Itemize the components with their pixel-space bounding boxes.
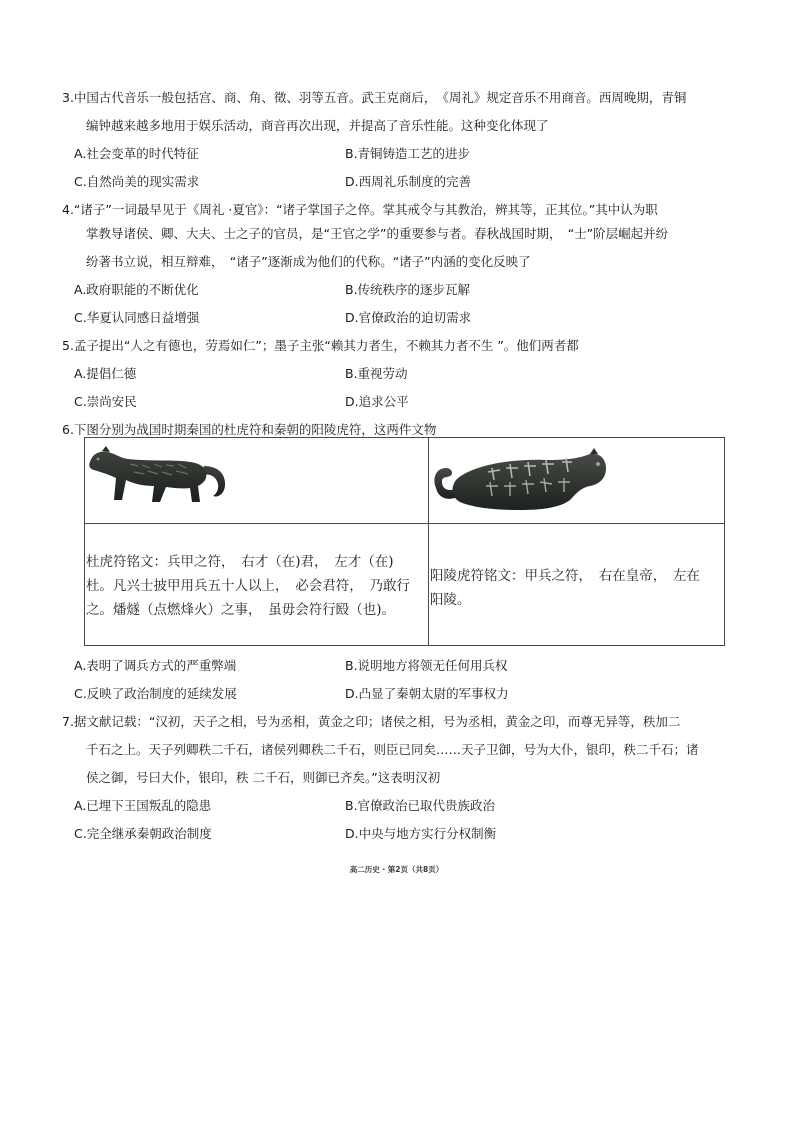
table-divider-vertical	[428, 437, 429, 646]
q7-option-b: B.官僚政治已取代贵族政治	[345, 798, 496, 813]
q3-option-c: C.自然尚美的现实需求	[74, 174, 200, 189]
q5-option-d: D.追求公平	[345, 394, 409, 409]
q6-option-b: B.说明地方将领无任何用兵权	[345, 658, 508, 673]
q7-stem-line2: 千石之上。天子列卿秩二千石，诸侯列卿秩二千石，则臣已同矣……天子卫御，号为大仆，银印，秩二千石；诸	[86, 742, 699, 757]
du-tiger-tally-image	[86, 444, 238, 506]
q4-option-b: B.传统秩序的逐步瓦解	[345, 282, 471, 297]
q4-stem-line3: 纷著书立说，相互辩难， “诸子”逐渐成为他们的代称。“诸子”内涵的变化反映了	[86, 254, 531, 269]
q5-option-b: B.重视劳动	[345, 366, 408, 381]
q7-stem-line1: 7.据文献记载：“汉初，天子之相，号为丞相，黄金之印；诸侯之相，号为丞相，黄金之印，而尊无异等，秩加二	[62, 714, 681, 729]
du-tally-line1: 杜虎符铭文：兵甲之符， 右才（在)君， 左才（在)	[86, 554, 394, 570]
q3-option-a: A.社会变革的时代特征	[74, 146, 199, 161]
q5-option-c: C.崇尚安民	[74, 394, 137, 409]
yangling-tiger-tally-image	[430, 448, 610, 522]
q6-stem-line1: 6.下图分别为战国时期秦国的杜虎符和秦朝的阳陵虎符，这两件文物	[62, 422, 437, 437]
q7-stem-line3: 侯之御，号曰大仆，银印，秩 二千石，则御已齐矣。”这表明汉初	[86, 770, 441, 785]
q4-option-a: A.政府职能的不断优化	[74, 282, 199, 297]
q3-stem-line2: 编钟越来越多地用于娱乐活动，商音再次出现，并提高了音乐性能。这种变化体现了	[86, 118, 549, 133]
du-tally-line3: 之。燔燧（点燃烽火）之事， 虽毋会符行殹（也)。	[86, 602, 396, 618]
q5-option-a: A.提倡仁德	[74, 366, 137, 381]
yangling-tally-inscription	[430, 564, 700, 612]
q5-stem-line1: 5.孟子提出“人之有德也，劳焉如仁”；墨子主张“赖其力者生，不赖其力者不生 ”。他们两者都	[62, 338, 579, 353]
du-tally-line2: 杜。凡兴士披甲用兵五十人以上， 必会君符， 乃敢行	[86, 578, 410, 594]
yangling-tally-line2: 阳陵。	[430, 592, 471, 608]
q4-option-c: C.华夏认同感日益增强	[74, 310, 200, 325]
q7-option-a: A.已埋下王国叛乱的隐患	[74, 798, 212, 813]
q4-stem-line1: 4.“诸子”一词最早见于《周礼 ·夏官》：“诸子掌国子之倅。掌其戒令与其教治，辨其等，正其位。”其中认为职	[62, 202, 658, 217]
q4-option-d: D.官僚政治的迫切需求	[345, 310, 472, 325]
q3-stem-line1: 3.中国古代音乐一般包括宫、商、角、徵、羽等五音。武王克商后， 《周礼》规定音乐不用商音。西周晚期，青铜	[62, 90, 687, 105]
yangling-tally-line1: 阳陵虎符铭文：甲兵之符， 右在皇帝， 左在	[430, 568, 700, 584]
q3-option-b: B.青铜铸造工艺的进步	[345, 146, 471, 161]
q7-option-c: C.完全继承秦朝政治制度	[74, 826, 212, 841]
table-divider-horizontal	[84, 523, 725, 524]
q6-option-c: C.反映了政治制度的延续发展	[74, 686, 237, 701]
q3-option-d: D.西周礼乐制度的完善	[345, 174, 472, 189]
q4-stem-line2: 掌教导诸侯、卿、大夫、士之子的官员，是“王官之学”的重要参与者。春秋战国时期， “士”阶层崛起并纷	[86, 226, 669, 241]
du-tally-inscription	[86, 550, 410, 622]
q7-option-d: D.中央与地方实行分权制衡	[345, 826, 497, 841]
q6-option-a: A.表明了调兵方式的严重弊端	[74, 658, 237, 673]
q6-option-d: D.凸显了秦朝太尉的军事权力	[345, 686, 509, 701]
page-footer: 高二历史 · 第2页（共8页）	[349, 865, 444, 874]
